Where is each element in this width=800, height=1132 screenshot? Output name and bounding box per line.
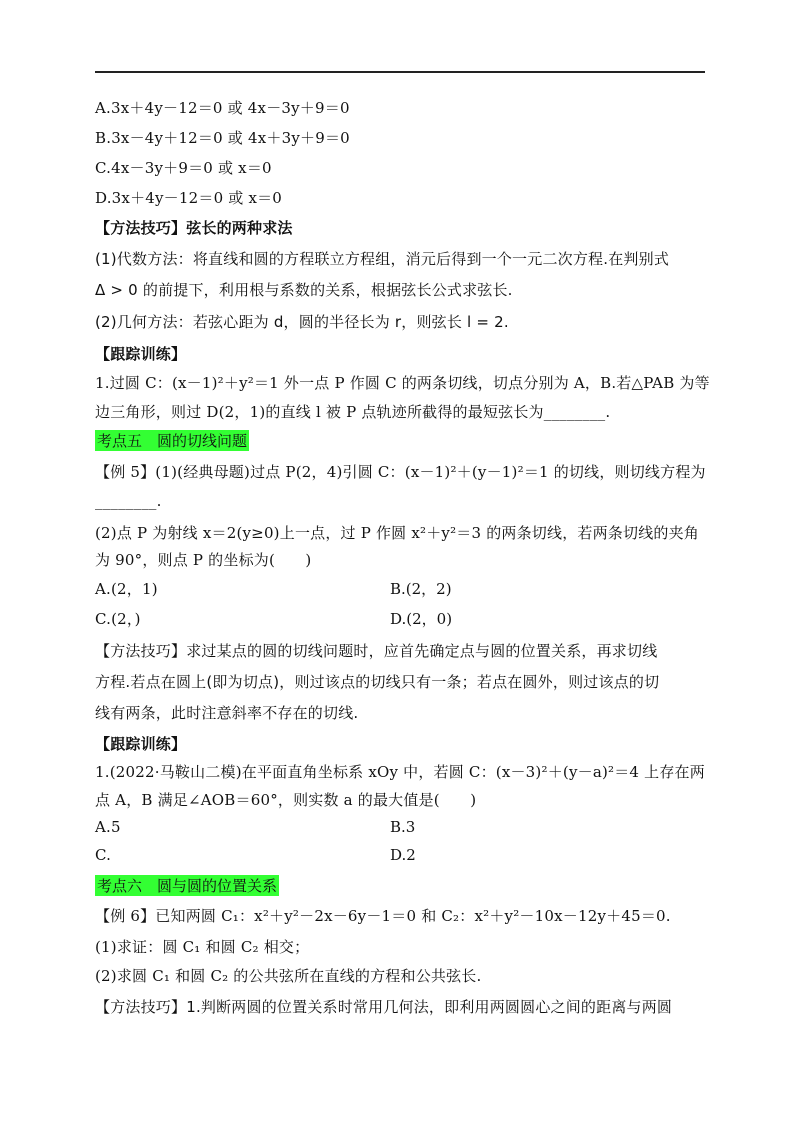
choice-c: C.(2，): [95, 610, 141, 628]
choice-d: D.2: [390, 846, 416, 864]
question-text: 1.(2022·马鞍山二模)在平面直角坐标系 xOy 中，若圆 C：(x－3)²＋(y－a)²＝4 上存在两: [95, 763, 705, 781]
option-c: C.4x－3y＋9＝0 或 x＝0: [95, 159, 272, 177]
section-title: 考点六 圆与圆的位置关系: [97, 877, 278, 895]
choice-d: D.(2，0): [390, 610, 453, 628]
question-text: 边三角形，则过 D(2，1)的直线 l 被 P 点轨迹所截得的最短弦长为________.: [95, 403, 611, 421]
example-text: (2)点 P 为射线 x＝2(y≥0)上一点，过 P 作圆 x²＋y²＝3 的两条切线，若两条切线的夹角: [95, 524, 700, 542]
choice-a: A.(2，1): [95, 580, 158, 598]
tracking-title: 【跟踪训练】: [95, 345, 187, 363]
section-title: 考点五 圆的切线问题: [97, 432, 248, 450]
choice-b: B.(2，2): [390, 580, 452, 598]
method-paragraph: 【方法技巧】求过某点的圆的切线问题时，应首先确定点与圆的位置关系，再求切线: [95, 642, 658, 660]
choice-c: C.: [95, 846, 112, 864]
question-text: 1.过圆 C：(x－1)²＋y²＝1 外一点 P 作圆 C 的两条切线，切点分别为 A，B.若△PAB 为等: [95, 374, 710, 392]
example-text: 【例 5】(1)(经典母题)过点 P(2，4)引圆 C：(x－1)²＋(y－1)²＝1 的切线，则切线方程为: [95, 463, 706, 481]
option-a: A.3x＋4y－12＝0 或 4x－3y＋9＝0: [95, 99, 350, 117]
choice-b: B.3: [390, 818, 416, 836]
question-text: 点 A，B 满足∠AOB＝60°，则实数 a 的最大值是( ): [95, 791, 477, 809]
example-text: 为 90°，则点 P 的坐标为( ): [95, 551, 312, 569]
method-title: 【方法技巧】弦长的两种求法: [95, 219, 293, 237]
header-rule: [95, 71, 705, 73]
method-paragraph: Δ > 0 的前提下，利用根与系数的关系，根据弦长公式求弦长.: [95, 281, 513, 299]
choice-a: A.5: [95, 818, 121, 836]
method-paragraph: (1)代数方法：将直线和圆的方程联立方程组，消元后得到一个一元二次方程.在判别式: [95, 250, 670, 268]
example-text: (1)求证：圆 C₁ 和圆 C₂ 相交；: [95, 938, 310, 956]
option-b: B.3x－4y＋12＝0 或 4x＋3y＋9＝0: [95, 129, 350, 147]
example-text: 【例 6】已知两圆 C₁：x²＋y²－2x－6y－1＝0 和 C₂：x²＋y²－10x－12y＋45＝0.: [95, 907, 671, 925]
option-d: D.3x＋4y－12＝0 或 x＝0: [95, 189, 283, 207]
tracking-title: 【跟踪训练】: [95, 735, 187, 753]
method-paragraph: 方程.若点在圆上(即为切点)，则过该点的切线只有一条；若点在圆外，则过该点的切: [95, 673, 660, 691]
example-text: (2)求圆 C₁ 和圆 C₂ 的公共弦所在直线的方程和公共弦长.: [95, 967, 482, 985]
method-paragraph: (2)几何方法：若弦心距为 d，圆的半径长为 r，则弦长 l = 2.: [95, 313, 509, 331]
method-paragraph: 【方法技巧】1.判断两圆的位置关系时常用几何法，即利用两圆圆心之间的距离与两圆: [95, 998, 673, 1016]
example-text: ________.: [95, 492, 162, 510]
method-paragraph: 线有两条，此时注意斜率不存在的切线.: [95, 704, 359, 722]
